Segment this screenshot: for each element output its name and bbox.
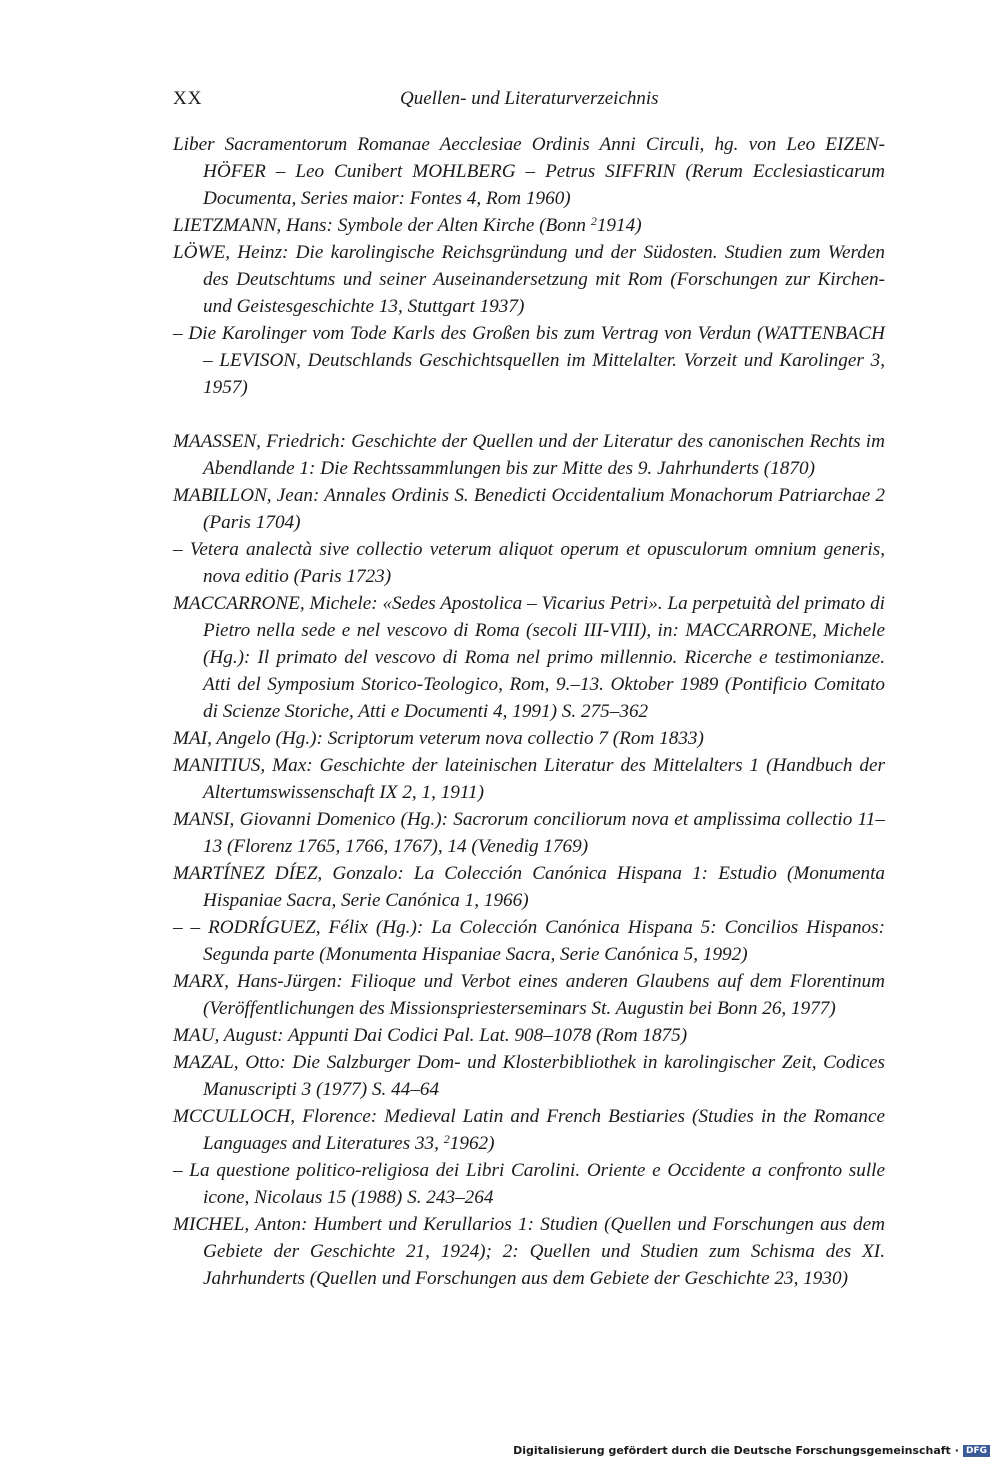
bib-entry: MARX, Hans-Jürgen: Filioque und Verbot eines anderen Glaubens auf dem Florentinum (Veröffentlichungen des Missionspriesterseminars St. Augustin bei Bonn 26, 1977) — [173, 971, 885, 1019]
digitization-note: Digitalisierung gefördert durch die Deutsche Forschungsgemeinschaft — [513, 1444, 951, 1457]
bib-entry: MACCARRONE, Michele: «Sedes Apostolica – Vicarius Petri». La perpetuità del primato di Pietro nella sede e nel vescovo di Roma (secoli III-VIII), in: MACCARRONE, Michele (Hg.): Il primato del vescovo di Roma nel primo millennio. Ricerche e testimonianze. Atti del Symposium Storico-Teologico, Rom, 9.–13. Oktober 1989 (Pontificio Comitato di Scienze Storiche, Atti e Documenti 4, 1991) S. 275–362 — [173, 593, 885, 722]
page-number: XX — [173, 88, 203, 109]
running-head: Quellen- und Literaturverzeichnis — [400, 88, 659, 109]
bib-entry: MANSI, Giovanni Domenico (Hg.): Sacrorum conciliorum nova et amplissima collectio 11–13 (Florenz 1765, 1766, 1767), 14 (Venedig 1769) — [173, 809, 885, 857]
bibliography-list — [173, 131, 885, 1292]
bib-entry: MAU, August: Appunti Dai Codici Pal. Lat. 908–1078 (Rom 1875) — [173, 1025, 688, 1046]
edition-superscript: 2 — [590, 214, 597, 228]
dfg-logo-icon: DFG — [963, 1445, 990, 1457]
bib-entry: – La questione politico-religiosa dei Libri Carolini. Oriente e Occidente a confronto sulle icone, Nicolaus 15 (1988) S. 243–264 — [173, 1160, 885, 1208]
bib-entry: – Die Karolinger vom Tode Karls des Großen bis zum Vertrag von Verdun (WATTENBACH – LEVISON, Deutschlands Geschichtsquellen im Mittelalter. Vorzeit und Karolinger 3, 1957) — [173, 323, 885, 398]
bib-entry: MAASSEN, Friedrich: Geschichte der Quellen und der Literatur des canonischen Rechts im Abendlande 1: Die Rechtssammlungen bis zur Mitte des 9. Jahrhunderts (1870) — [173, 431, 885, 479]
bib-entry: – Vetera analectà sive collectio veterum aliquot operum et opusculorum omnium generis, nova editio (Paris 1723) — [173, 539, 885, 587]
bib-entry: MICHEL, Anton: Humbert und Kerullarios 1: Studien (Quellen und Forschungen aus dem Gebiete der Geschichte 21, 1924); 2: Quellen und Studien zum Schisma des XI. Jahrhunderts (Quellen und Forschungen aus dem Gebiete der Geschichte 23, 1930) — [173, 1214, 885, 1289]
edition-superscript: 2 — [443, 1132, 450, 1146]
bib-entry: MABILLON, Jean: Annales Ordinis S. Benedicti Occidentalium Monachorum Patriarchae 2 (Paris 1704) — [173, 485, 885, 533]
bib-entry: MAI, Angelo (Hg.): Scriptorum veterum nova collectio 7 (Rom 1833) — [173, 728, 704, 749]
bib-entry: MAZAL, Otto: Die Salzburger Dom- und Klosterbibliothek in karolingischer Zeit, Codices Manuscripti 3 (1977) S. 44–64 — [173, 1052, 885, 1100]
section-gap — [173, 401, 885, 428]
bib-entry: MARTÍNEZ DÍEZ, Gonzalo: La Colección Canónica Hispana 1: Estudio (Monumenta Hispaniae Sacra, Serie Canónica 1, 1966) — [173, 863, 885, 911]
bib-entry: MANITIUS, Max: Geschichte der lateinischen Literatur des Mittelalters 1 (Handbuch der Altertumswissenschaft IX 2, 1, 1911) — [173, 755, 885, 803]
bib-entry-mcculloch: MCCULLOCH, Florence: Medieval Latin and French Bestiaries (Studies in the Romance Languages and Literatures 33, $^2$1962) — [173, 1106, 885, 1154]
bib-entry: Liber Sacramentorum Romanae Aecclesiae Ordinis Anni Circuli, hg. von Leo EIZENHÖFER – Leo Cunibert MOHLBERG – Petrus SIFFRIN (Rerum Ecclesiasticarum Documenta, Series maior: Fontes 4, Rom 1960) — [173, 134, 885, 209]
bib-entry: – – RODRÍGUEZ, Félix (Hg.): La Colección Canónica Hispana 5: Concilios Hispanos: Segunda parte (Monumenta Hispaniae Sacra, Serie Canónica 5, 1992) — [173, 917, 885, 965]
bib-entry: LÖWE, Heinz: Die karolingische Reichsgründung und der Südosten. Studien zum Werden des Deutschtums und seiner Auseinandersetzung mit Rom (Forschungen zur Kirchen- und Geistesgeschichte 13, Stuttgart 1937) — [173, 242, 885, 317]
bib-entry-lietzmann: LIETZMANN, Hans: Symbole der Alten Kirche (Bonn $^2$1914) — [173, 214, 642, 236]
digitization-footer: Digitalisierung gefördert durch die Deutsche Forschungsgemeinschaft · DFG — [513, 1444, 990, 1457]
